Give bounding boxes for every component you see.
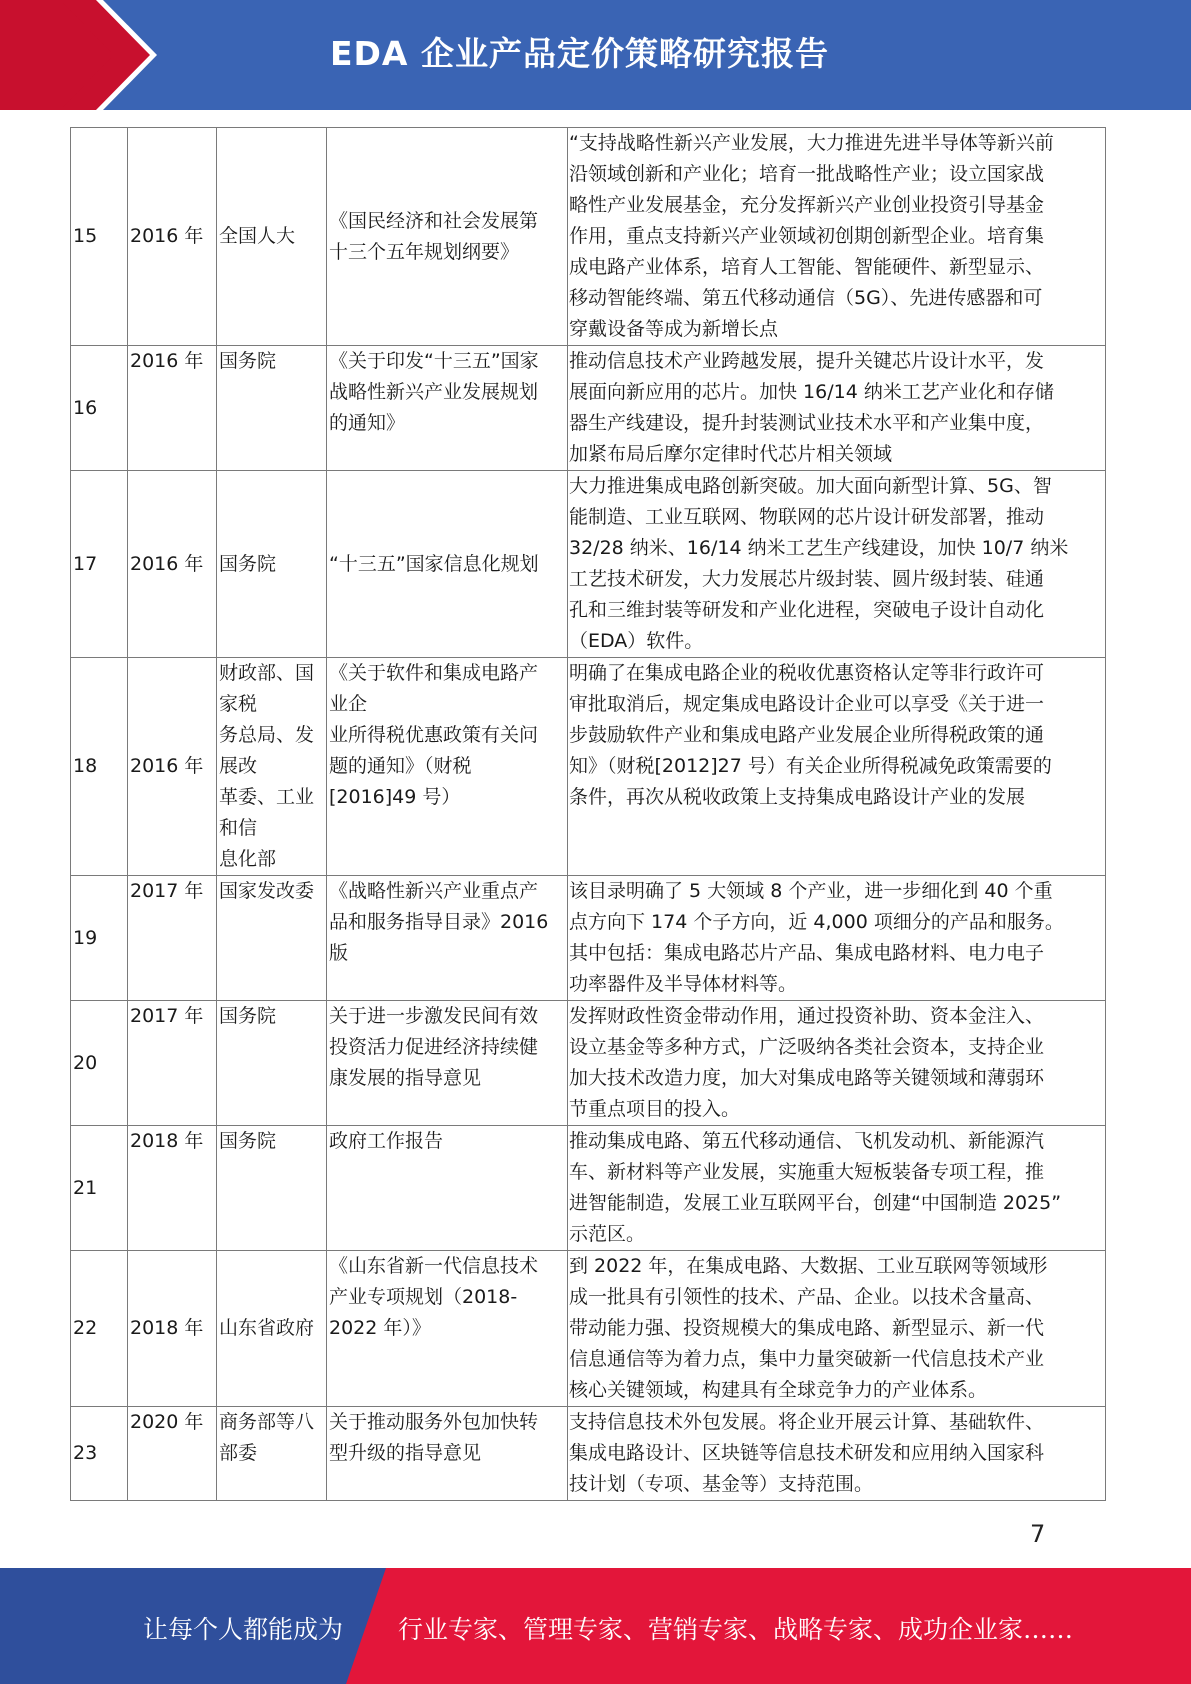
footer-slogan-right: 行业专家、管理专家、营销专家、战略专家、成功企业家…… xyxy=(398,1615,1074,1644)
desc-line: 穿戴设备等成为新增长点 xyxy=(569,318,779,340)
row-number: 20 xyxy=(71,1001,128,1126)
row-number: 23 xyxy=(71,1407,128,1501)
row-year: 2016 年 xyxy=(128,346,217,471)
row-number: 16 xyxy=(71,346,128,471)
row-issuer xyxy=(217,1126,327,1251)
title-line: 的通知》 xyxy=(329,412,406,434)
page-header xyxy=(0,0,1191,110)
desc-line: 车、新材料等产业发展，实施重大短板装备专项工程，推 xyxy=(569,1161,1045,1183)
desc-line: 沿领域创新和产业化；培育一批战略性产业；设立国家战 xyxy=(569,163,1045,185)
desc-line: 大力推进集成电路创新突破。加大面向新型计算、5G、智 xyxy=(569,475,1052,497)
row-year: 2020 年 xyxy=(128,1407,217,1501)
desc-line: 进智能制造，发展工业互联网平台，创建“中国制造 2025” xyxy=(569,1192,1062,1214)
org-line: 国务院 xyxy=(219,1130,277,1152)
org-line: 部委 xyxy=(219,1442,258,1464)
title-line: 2022 年）》 xyxy=(329,1317,431,1339)
row-policy-title xyxy=(327,1001,568,1126)
row-policy-content xyxy=(568,1001,1106,1126)
table-row xyxy=(71,1126,1106,1251)
row-year: 2018 年 xyxy=(128,1126,217,1251)
row-policy-title xyxy=(327,1407,568,1501)
row-number: 19 xyxy=(71,876,128,1001)
desc-line: 加紧布局后摩尔定律时代芯片相关领域 xyxy=(569,443,893,465)
org-line: 展改 xyxy=(219,755,258,777)
table-row xyxy=(71,1251,1106,1407)
row-policy-title xyxy=(327,658,568,876)
row-issuer xyxy=(217,1251,327,1407)
desc-line: 点方向下 174 个子方向，近 4,000 项细分的产品和服务。 xyxy=(569,911,1064,933)
desc-line: 核心关键领域，构建具有全球竞争力的产业体系。 xyxy=(569,1379,988,1401)
policy-table xyxy=(70,127,1106,1501)
table-row xyxy=(71,1001,1106,1126)
row-number: 18 xyxy=(71,658,128,876)
table-row xyxy=(71,471,1106,658)
title-line: 关于推动服务外包加快转 xyxy=(329,1411,539,1433)
desc-line: 能制造、工业互联网、物联网的芯片设计研发部署，推动 xyxy=(569,506,1045,528)
desc-line: 该目录明确了 5 大领域 8 个产业，进一步细化到 40 个重 xyxy=(569,880,1053,902)
table-row xyxy=(71,1407,1106,1501)
desc-line: 其中包括：集成电路芯片产品、集成电路材料、电力电子 xyxy=(569,942,1045,964)
title-line: 《国民经济和社会发展第 xyxy=(329,209,539,232)
desc-line: （EDA）软件。 xyxy=(569,630,704,652)
title-line: [2016]49 号） xyxy=(329,786,461,808)
row-policy-title xyxy=(327,1251,568,1407)
row-issuer xyxy=(217,1407,327,1501)
title-line: 品和服务指导目录》2016 xyxy=(329,911,549,933)
row-policy-content xyxy=(568,876,1106,1001)
org-line: 商务部等八 xyxy=(219,1411,315,1433)
desc-line: 32/28 纳米、16/14 纳米工艺生产线建设，加快 10/7 纳米 xyxy=(569,537,1069,559)
row-policy-title xyxy=(327,1126,568,1251)
row-number: 22 xyxy=(71,1251,128,1407)
desc-line: 知》（财税[2012]27 号）有关企业所得税减免政策需要的 xyxy=(569,755,1052,777)
title-line: 投资活力促进经济持续健 xyxy=(329,1036,539,1058)
org-line: 全国人大 xyxy=(219,225,296,247)
title-line: 战略性新兴产业发展规划 xyxy=(329,381,539,403)
policy-table-body xyxy=(71,128,1106,1501)
row-year: 2016 年 xyxy=(128,471,217,658)
row-number: 17 xyxy=(71,471,128,658)
desc-line: 移动智能终端、第五代移动通信（5G）、先进传感器和可 xyxy=(569,287,1043,309)
org-line: 国务院 xyxy=(219,350,277,372)
row-year: 2017 年 xyxy=(128,1001,217,1126)
desc-line: 信息通信等为着力点，集中力量突破新一代信息技术产业 xyxy=(569,1348,1045,1370)
desc-line: 成一批具有引领性的技术、产品、企业。以技术含量高、 xyxy=(569,1286,1045,1308)
org-line: 财政部、国 xyxy=(219,662,315,684)
title-line: 《关于软件和集成电路产 xyxy=(329,662,539,684)
row-issuer xyxy=(217,658,327,876)
title-line: 《战略性新兴产业重点产 xyxy=(329,880,539,902)
desc-line: 设立基金等多种方式，广泛吸纳各类社会资本，支持企业 xyxy=(569,1036,1045,1058)
row-issuer xyxy=(217,876,327,1001)
row-number: 21 xyxy=(71,1126,128,1251)
document-title: EDA 企业产品定价策略研究报告 xyxy=(330,34,829,73)
title-line: 十三个五年规划纲要》 xyxy=(329,240,520,263)
title-line: 版 xyxy=(329,942,349,964)
desc-line: 发挥财政性资金带动作用，通过投资补助、资本金注入、 xyxy=(569,1005,1045,1027)
org-line: 革委、工业 xyxy=(219,786,315,808)
table-row xyxy=(71,128,1106,346)
desc-line: 条件，再次从税收政策上支持集成电路设计产业的发展 xyxy=(569,786,1026,808)
footer-slogan-left: 让每个人都能成为 xyxy=(143,1615,344,1644)
table-row xyxy=(71,876,1106,1001)
desc-line: 器生产线建设，提升封装测试业技术水平和产业集中度， xyxy=(569,412,1045,434)
row-policy-title xyxy=(327,471,568,658)
org-line: 国务院 xyxy=(219,552,277,575)
desc-line: 加大技术改造力度，加大对集成电路等关键领域和薄弱环 xyxy=(569,1067,1045,1089)
desc-line: 推动集成电路、第五代移动通信、飞机发动机、新能源汽 xyxy=(569,1130,1045,1152)
desc-line: 节重点项目的投入。 xyxy=(569,1098,741,1120)
org-line: 国家发改委 xyxy=(219,880,315,902)
table-row xyxy=(71,658,1106,876)
row-policy-content xyxy=(568,1126,1106,1251)
desc-line: 成电路产业体系，培育人工智能、智能硬件、新型显示、 xyxy=(569,256,1045,278)
desc-line: 展面向新应用的芯片。加快 16/14 纳米工艺产业化和存储 xyxy=(569,381,1054,403)
org-line: 和信 xyxy=(219,817,258,839)
row-number: 15 xyxy=(71,128,128,346)
title-line: “十三五”国家信息化规划 xyxy=(329,552,539,575)
row-policy-title xyxy=(327,346,568,471)
row-policy-content xyxy=(568,128,1106,346)
desc-line: 审批取消后，规定集成电路设计企业可以享受《关于进一 xyxy=(569,693,1045,715)
title-line: 产业专项规划（2018- xyxy=(329,1286,518,1308)
row-issuer xyxy=(217,346,327,471)
row-issuer xyxy=(217,128,327,346)
row-policy-content xyxy=(568,471,1106,658)
desc-line: 功率器件及半导体材料等。 xyxy=(569,973,798,995)
title-line: 康发展的指导意见 xyxy=(329,1067,482,1089)
desc-line: 作用，重点支持新兴产业领域初创期创新型企业。培育集 xyxy=(569,225,1045,247)
row-issuer xyxy=(217,1001,327,1126)
org-line: 国务院 xyxy=(219,1005,277,1027)
desc-line: “支持战略性新兴产业发展，大力推进先进半导体等新兴前 xyxy=(569,132,1054,154)
title-line: 业企 xyxy=(329,693,368,715)
desc-line: 集成电路设计、区块链等信息技术研发和应用纳入国家科 xyxy=(569,1442,1045,1464)
row-policy-content xyxy=(568,658,1106,876)
row-issuer xyxy=(217,471,327,658)
row-year: 2017 年 xyxy=(128,876,217,1001)
title-line: 政府工作报告 xyxy=(329,1130,444,1152)
title-line: 《山东省新一代信息技术 xyxy=(329,1255,539,1277)
desc-line: 推动信息技术产业跨越发展，提升关键芯片设计水平，发 xyxy=(569,350,1045,372)
row-policy-title xyxy=(327,128,568,346)
desc-line: 步鼓励软件产业和集成电路产业发展企业所得税政策的通 xyxy=(569,724,1045,746)
desc-line: 示范区。 xyxy=(569,1223,646,1245)
org-line: 山东省政府 xyxy=(219,1317,315,1339)
desc-line: 明确了在集成电路企业的税收优惠资格认定等非行政许可 xyxy=(569,662,1045,684)
title-line: 业所得税优惠政策有关问 xyxy=(329,724,539,746)
row-policy-content xyxy=(568,1251,1106,1407)
title-line: 《关于印发“十三五”国家 xyxy=(329,350,539,372)
desc-line: 支持信息技术外包发展。将企业开展云计算、基础软件、 xyxy=(569,1411,1045,1433)
org-line: 家税 xyxy=(219,693,258,715)
table-row xyxy=(71,346,1106,471)
row-year: 2018 年 xyxy=(128,1251,217,1407)
desc-line: 到 2022 年，在集成电路、大数据、工业互联网等领域形 xyxy=(569,1255,1048,1277)
org-line: 息化部 xyxy=(219,848,277,870)
row-policy-content xyxy=(568,346,1106,471)
row-year: 2016 年 xyxy=(128,658,217,876)
desc-line: 略性产业发展基金，充分发挥新兴产业创业投资引导基金 xyxy=(569,194,1045,216)
desc-line: 技计划（专项、基金等）支持范围。 xyxy=(569,1473,874,1495)
page-number: 7 xyxy=(1030,1520,1046,1548)
row-policy-title xyxy=(327,876,568,1001)
title-line: 关于进一步激发民间有效 xyxy=(329,1005,539,1027)
desc-line: 工艺技术研发，大力发展芯片级封装、圆片级封装、硅通 xyxy=(569,568,1045,590)
title-line: 型升级的指导意见 xyxy=(329,1442,482,1464)
org-line: 务总局、发 xyxy=(219,724,315,746)
desc-line: 带动能力强、投资规模大的集成电路、新型显示、新一代 xyxy=(569,1317,1045,1339)
row-policy-content xyxy=(568,1407,1106,1501)
desc-line: 孔和三维封装等研发和产业化进程，突破电子设计自动化 xyxy=(569,599,1045,621)
page-footer xyxy=(0,1568,1191,1684)
row-year: 2016 年 xyxy=(128,128,217,346)
title-line: 题的通知》（财税 xyxy=(329,755,472,777)
